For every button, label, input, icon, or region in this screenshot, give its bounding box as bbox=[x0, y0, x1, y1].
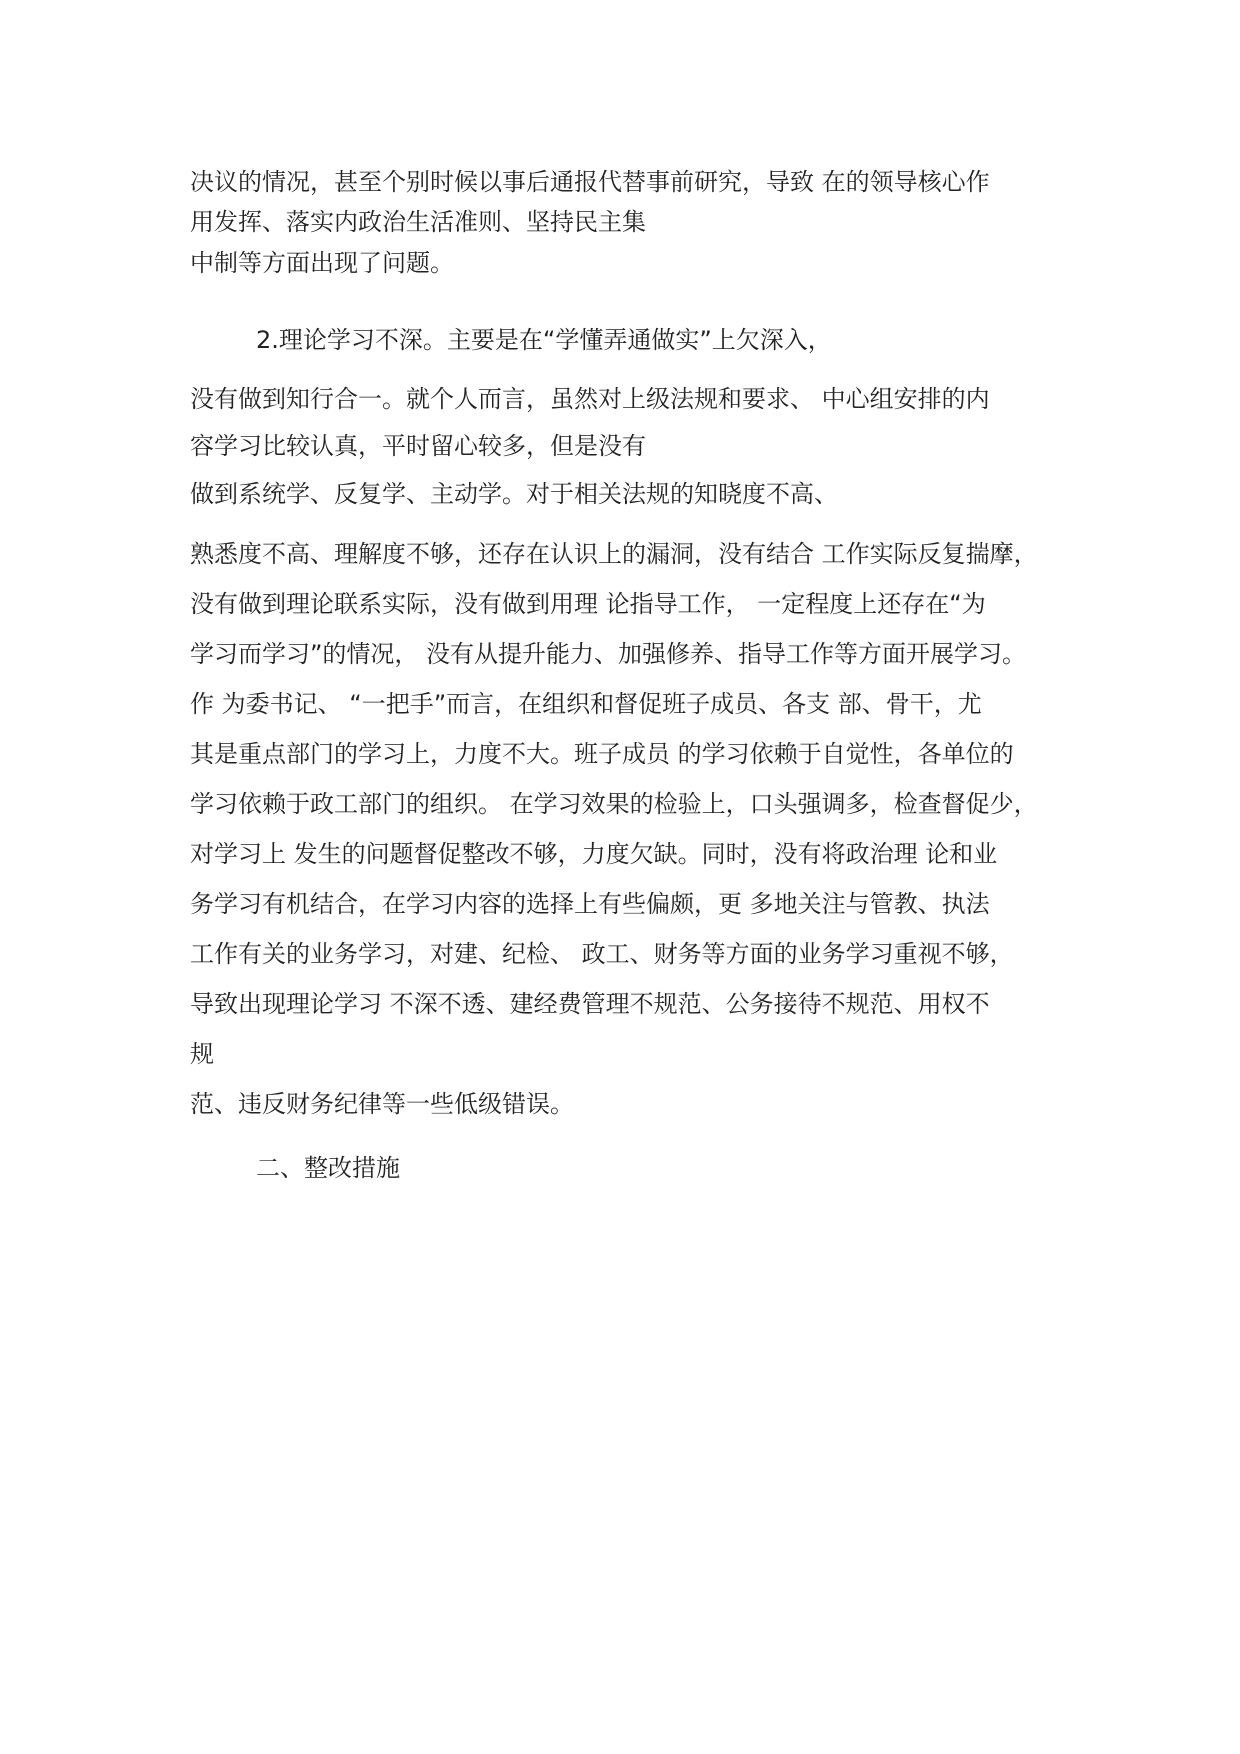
text-line-5: 没有做到知行合一。就个人而言，虽然对上级法规和要求、 中心组安排的内 bbox=[190, 385, 990, 413]
text-line-8: 熟悉度不高、理解度不够，还存在认识上的漏洞，没有结合 工作实际反复揣摩， bbox=[190, 540, 1038, 568]
text-line-19: 范、违反财务纪律等一些低级错误。 bbox=[190, 1090, 574, 1118]
text-line-9: 没有做到理论联系实际，没有做到用理 论指导工作， 一定程度上还存在“为 bbox=[190, 590, 986, 618]
text-line-15: 务学习有机结合，在学习内容的选择上有些偏颇，更 多地关注与管教、执法 bbox=[190, 890, 990, 918]
section-heading: 二、整改措施 bbox=[256, 1154, 400, 1182]
text-line-4: 2.理论学习不深。主要是在“学懂弄通做实”上欠深入， bbox=[256, 326, 832, 354]
text-line-6: 容学习比较认真，平时留心较多，但是没有 bbox=[190, 432, 646, 460]
text-line-14: 对学习上 发生的问题督促整改不够，力度欠缺。同时，没有将政治理 论和业 bbox=[190, 840, 998, 868]
text-line-3: 中制等方面出现了问题。 bbox=[190, 249, 454, 277]
text-line-17: 导致出现理论学习 不深不透、建经费管理不规范、公务接待不规范、用权不 bbox=[190, 990, 990, 1018]
text-line-13: 学习依赖于政工部门的组织。 在学习效果的检验上，口头强调多，检查督促少， bbox=[190, 790, 1038, 818]
text-line-18: 规 bbox=[190, 1040, 214, 1068]
text-line-12: 其是重点部门的学习上，力度不大。班子成员 的学习依赖于自觉性，各单位的 bbox=[190, 740, 1014, 768]
text-line-11: 作 为委书记、 “一把手”而言，在组织和督促班子成员、各支 部、骨干，尤 bbox=[190, 690, 982, 718]
text-line-2: 用发挥、落实内政治生活准则、坚持民主集 bbox=[190, 208, 646, 236]
text-line-10: 学习而学习”的情况， 没有从提升能力、加强修养、指导工作等方面开展学习。 bbox=[190, 640, 1027, 668]
text-line-7: 做到系统学、反复学、主动学。对于相关法规的知晓度不高、 bbox=[190, 480, 838, 508]
text-line-16: 工作有关的业务学习，对建、纪检、 政工、财务等方面的业务学习重视不够， bbox=[190, 940, 1014, 968]
text-line-1: 决议的情况，甚至个别时候以事后通报代替事前研究，导致 在的领导核心作 bbox=[190, 168, 990, 196]
